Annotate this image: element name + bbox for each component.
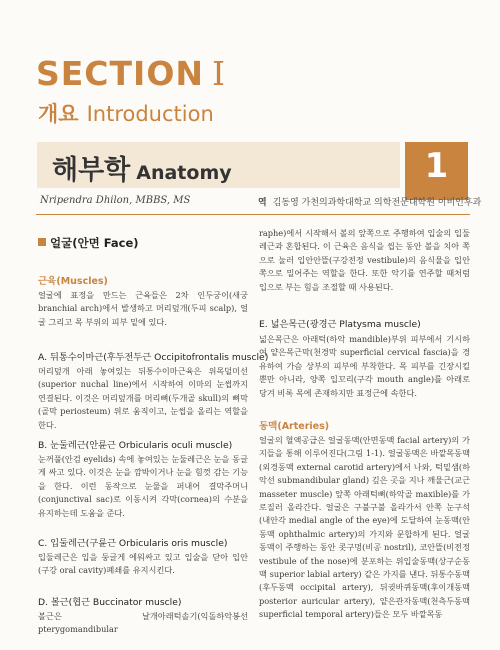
intro-en: Introduction [86,102,214,126]
subheading-e: E. 넓은목근(광경근 Platysma muscle) [259,319,421,330]
translator [258,195,481,208]
paragraph-a: 머리덮개 아래 놓여있는 뒤통수이마근육은 위목덜미선(superior nuchal line)에서 시작하여 이마의 눈썹까지 연결된다. 이것은 머리덮개를 머리뼈(두개골 skull)의 뼈막(골막 periosteum) 위로 움직이고, 눈썹을 올리는 역할을 한다. [38,366,248,430]
subheading-d: D. 볼근(협근 Buccinator muscle) [38,597,182,608]
chapter-title-ko: 해부학 [52,155,131,186]
section-title [36,54,226,93]
square-bullet-icon [38,238,46,246]
paragraph-b: 눈꺼풀(안검 eyelids) 속에 놓여있는 눈둘레근은 눈을 동글게 싸고 있다. 이것은 눈을 깜박이거나 눈을 힘껏 감는 기능을 한다. 이런 동작으로 눈물을 퍼내어 결막주머니(conjunctival sac)로 이동시켜 각막(cornea)의 수분을 유지하는데 도움을 준다. [38,454,248,518]
intro-ko: 개요 [38,102,79,126]
translator-name: 김동영 가천의과학대학교 의학전문대학원 이비인후과 [272,198,482,208]
chapter-number: 1 [405,142,468,200]
chapter-title-en: Anatomy [136,162,232,184]
paragraph-c: 입둘레근은 입을 둥글게 에워싸고 있고 입술을 닫아 입안(구강 oral cavity)폐쇄를 유지시킨다. [38,552,248,576]
section-numeral: I [212,54,227,93]
original-authors: Nripendra Dhilon, MBBS, MS [40,195,191,206]
muscles-paragraph: 얼굴에 표정을 만드는 근육들은 2차 인두궁이(새궁 branchial arch)에서 발생하고 머리덮개(두피 scalp), 얼굴 그리고 목 부위의 피부 밑에 있다. [38,290,248,327]
header-rule [36,214,470,215]
paragraph-buccinator-cont: raphe)에서 시작해서 볼의 앞쪽으로 주행하여 입술의 입둘레근과 혼합된다. 이 근육은 음식을 씹는 동안 볼을 치아 쪽으로 눌러 입안안뜰(구강전정 vestibule)의 음식물을 입안 쪽으로 밀어주는 역할을 한다. 또한 악기를 연주할 때처럼 입으로 부는 힘을 조절할 때 사용된다. [259,228,470,292]
face-heading [38,237,139,250]
section-intro [38,98,214,128]
subheading-c: C. 입둘레근(구륜근 Orbicularis oris muscle) [38,538,228,549]
translator-role: 역 [258,198,267,208]
arteries-heading: 동맥(Arteries) [259,421,330,432]
subheading-b: B. 눈둘레근(안륜근 Orbicularis oculi muscle) [38,440,233,451]
muscles-heading: 근육(Muscles) [38,276,108,287]
face-heading-text: 얼굴(안면 Face) [50,236,139,250]
chapter-title [52,148,232,187]
paragraph-d: 볼근은 날개아래턱솔기(익돌하악봉선 pterygomandibular [38,611,248,635]
section-label: SECTION [36,54,204,93]
arteries-paragraph: 얼굴의 혈액공급은 얼굴동맥(안면동맥 facial artery)의 가지들을 통해 이루어진다(그림 1-1). 얼굴동맥은 바깥목동맥(외경동맥 external carotid artery)에서 나와, 턱밑샘(하악선 submandibular gland) 깊은 곳을 지나 깨물근(교근 masseter muscle) 앞쪽 아래턱뼈(하악골 maxible)를 가로질러 올라간다. 얼굴은 구불구불 올라가서 안쪽 눈구석(내안각 medial angle of the eye)에 도달하여 눈동맥(안동맥 ophthalmic artery)의 가지와 문합하게 된다. 얼굴동맥이 주행하는 동안 콧구멍(비공 nostril), 코안뜰(비전정 vestibule of the nose)에 분포하는 위입술동맥(상구순동맥 superior labial artery) 같은 가지를 낸다. 뒤통수동맥(후두동맥 occipital artery), 뒤귓바퀴동맥(후이개동맥 posterior auricular artery), 얕은관자동맥(천측두동맥 superficial temporal artery)들은 모두 바깥목동 [259,435,470,620]
subheading-a: A. 뒤통수이마근(후두전두근 Occipitofrontalis muscle) [38,352,269,363]
paragraph-e: 넓은목근은 아래턱(하악 mandible)부위 피부에서 기시하여 얕은목근막(천경막 superficial cervical fascia)을 경유하여 가슴 상부의 피부에 부착한다. 목 피부를 긴장시킬 뿐만 아니라, 양쪽 입꼬리(구각 mouth angle)를 아래로 당겨 비록 목에 존재하지만 표정근에 속한다. [259,334,470,398]
